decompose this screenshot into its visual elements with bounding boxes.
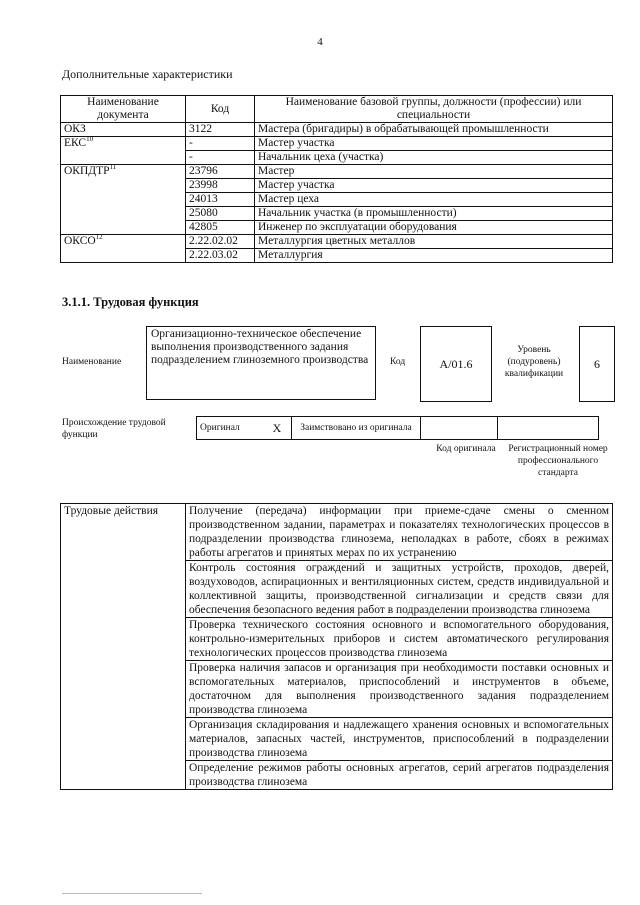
name-cell: Мастер bbox=[255, 165, 613, 179]
code-cell: 25080 bbox=[186, 207, 255, 221]
code-cell: 2.22.02.02 bbox=[186, 235, 255, 249]
header-name: Наименование базовой группы, должности (профессии) или специальности bbox=[255, 96, 613, 123]
origin-table bbox=[196, 416, 599, 440]
table-row bbox=[61, 504, 613, 561]
code-cell: 2.22.03.02 bbox=[186, 249, 255, 263]
code-cell: 3122 bbox=[186, 123, 255, 137]
name-cell: Мастер участка bbox=[255, 179, 613, 193]
code-cell: 23796 bbox=[186, 165, 255, 179]
original-label: Оригинал bbox=[197, 417, 264, 440]
table-row bbox=[61, 137, 613, 151]
page-number: 4 bbox=[317, 36, 323, 48]
function-name-value: Организационно-техническое обеспечение выполнения производственного задания подразделением глиноземного производства bbox=[146, 326, 376, 400]
name-cell: Начальник цеха (участка) bbox=[255, 151, 613, 165]
doc-okso bbox=[61, 235, 186, 263]
name-cell: Начальник участка (в промышленности) bbox=[255, 207, 613, 221]
doc-okpdtr bbox=[61, 165, 186, 235]
name-cell: Металлургия цветных металлов bbox=[255, 235, 613, 249]
function-code-value: A/01.6 bbox=[420, 326, 492, 402]
table-header-row bbox=[61, 96, 613, 123]
name-cell: Инженер по эксплуатации оборудования bbox=[255, 221, 613, 235]
function-code-label: Код bbox=[390, 357, 406, 367]
labor-action-item: Проверка наличия запасов и организация при необходимости поставки основных и вспомогательных материалов, приспособлений и инструментов в объеме, достаточном для выполнения производственного задания подразделением производства глинозема bbox=[186, 661, 613, 718]
qualification-level-value: 6 bbox=[579, 326, 615, 402]
footnote-ref: 12 bbox=[95, 233, 103, 242]
labor-action-item: Контроль состояния ограждений и защитных устройств, проходов, дверей, воздуховодов, аспирационных и вентиляционных систем, средств индивидуальной и коллективной защиты, производственной сигнализации и средств связи для обеспечения безопасного ведения работ в подразделении производства глинозема bbox=[186, 561, 613, 618]
footer-rule bbox=[62, 893, 202, 894]
function-name-label: Наименование bbox=[62, 357, 122, 367]
code-cell: - bbox=[186, 151, 255, 165]
doc-eks bbox=[61, 137, 186, 165]
labor-action-item: Организация складирования и надлежащего хранения основных и вспомогательных материалов, запасных частей, инструментов, приспособлений в подразделении производства глинозема bbox=[186, 718, 613, 761]
classification-table bbox=[60, 95, 613, 263]
header-code: Код bbox=[186, 96, 255, 123]
table-row bbox=[61, 123, 613, 137]
borrowed-label: Заимствовано из оригинала bbox=[292, 417, 421, 440]
labor-actions-table bbox=[60, 503, 613, 790]
doc-eks-label: ЕКС bbox=[64, 137, 87, 149]
labor-action-item: Проверка технического состояния основного и вспомогательного оборудования, контрольно-измерительных приборов и систем автоматического регулирования технологических процессов производства глинозема bbox=[186, 618, 613, 661]
table-row bbox=[61, 165, 613, 179]
code-cell: 24013 bbox=[186, 193, 255, 207]
header-document: Наименование документа bbox=[61, 96, 186, 123]
footnote-ref: 10 bbox=[86, 135, 94, 144]
code-cell: 23998 bbox=[186, 179, 255, 193]
labor-actions-label: Трудовые действия bbox=[61, 504, 186, 790]
labor-action-item: Определение режимов работы основных агрегатов, серий агрегатов подразделения производства глинозема bbox=[186, 761, 613, 790]
qualification-level-label: Уровень (подуровень) квалификации bbox=[504, 345, 564, 379]
additional-characteristics-title: Дополнительные характеристики bbox=[62, 67, 233, 81]
registration-number-cell bbox=[498, 417, 599, 440]
origin-label: Происхождение трудовой функции bbox=[62, 418, 166, 440]
name-cell: Мастер участка bbox=[255, 137, 613, 151]
code-cell: - bbox=[186, 137, 255, 151]
name-cell: Мастер цеха bbox=[255, 193, 613, 207]
doc-okpdtr-label: ОКПДТР bbox=[64, 165, 110, 177]
labor-action-item: Получение (передача) информации при приеме-сдаче смены о сменном производственном задании, параметрах и показателях технологических процессов в подразделении производства глинозема, неполадках в работе, сбоях в режимах работы агрегатов и принятых мерах по их устранению bbox=[186, 504, 613, 561]
doc-okso-label: ОКСО bbox=[64, 235, 96, 247]
original-code-cell bbox=[421, 417, 498, 440]
original-code-caption: Код оригинала bbox=[436, 444, 496, 454]
footnote-ref: 11 bbox=[109, 163, 117, 172]
doc-okz: ОКЗ bbox=[61, 123, 186, 137]
name-cell: Мастера (бригадиры) в обрабатывающей промышленности bbox=[255, 123, 613, 137]
section-title: 3.1.1. Трудовая функция bbox=[62, 295, 199, 309]
table-row bbox=[61, 235, 613, 249]
table-row bbox=[197, 417, 599, 440]
registration-number-caption: Регистрационный номер профессионального стандарта bbox=[508, 444, 608, 478]
original-mark: X bbox=[263, 417, 292, 440]
name-cell: Металлургия bbox=[255, 249, 613, 263]
code-cell: 42805 bbox=[186, 221, 255, 235]
